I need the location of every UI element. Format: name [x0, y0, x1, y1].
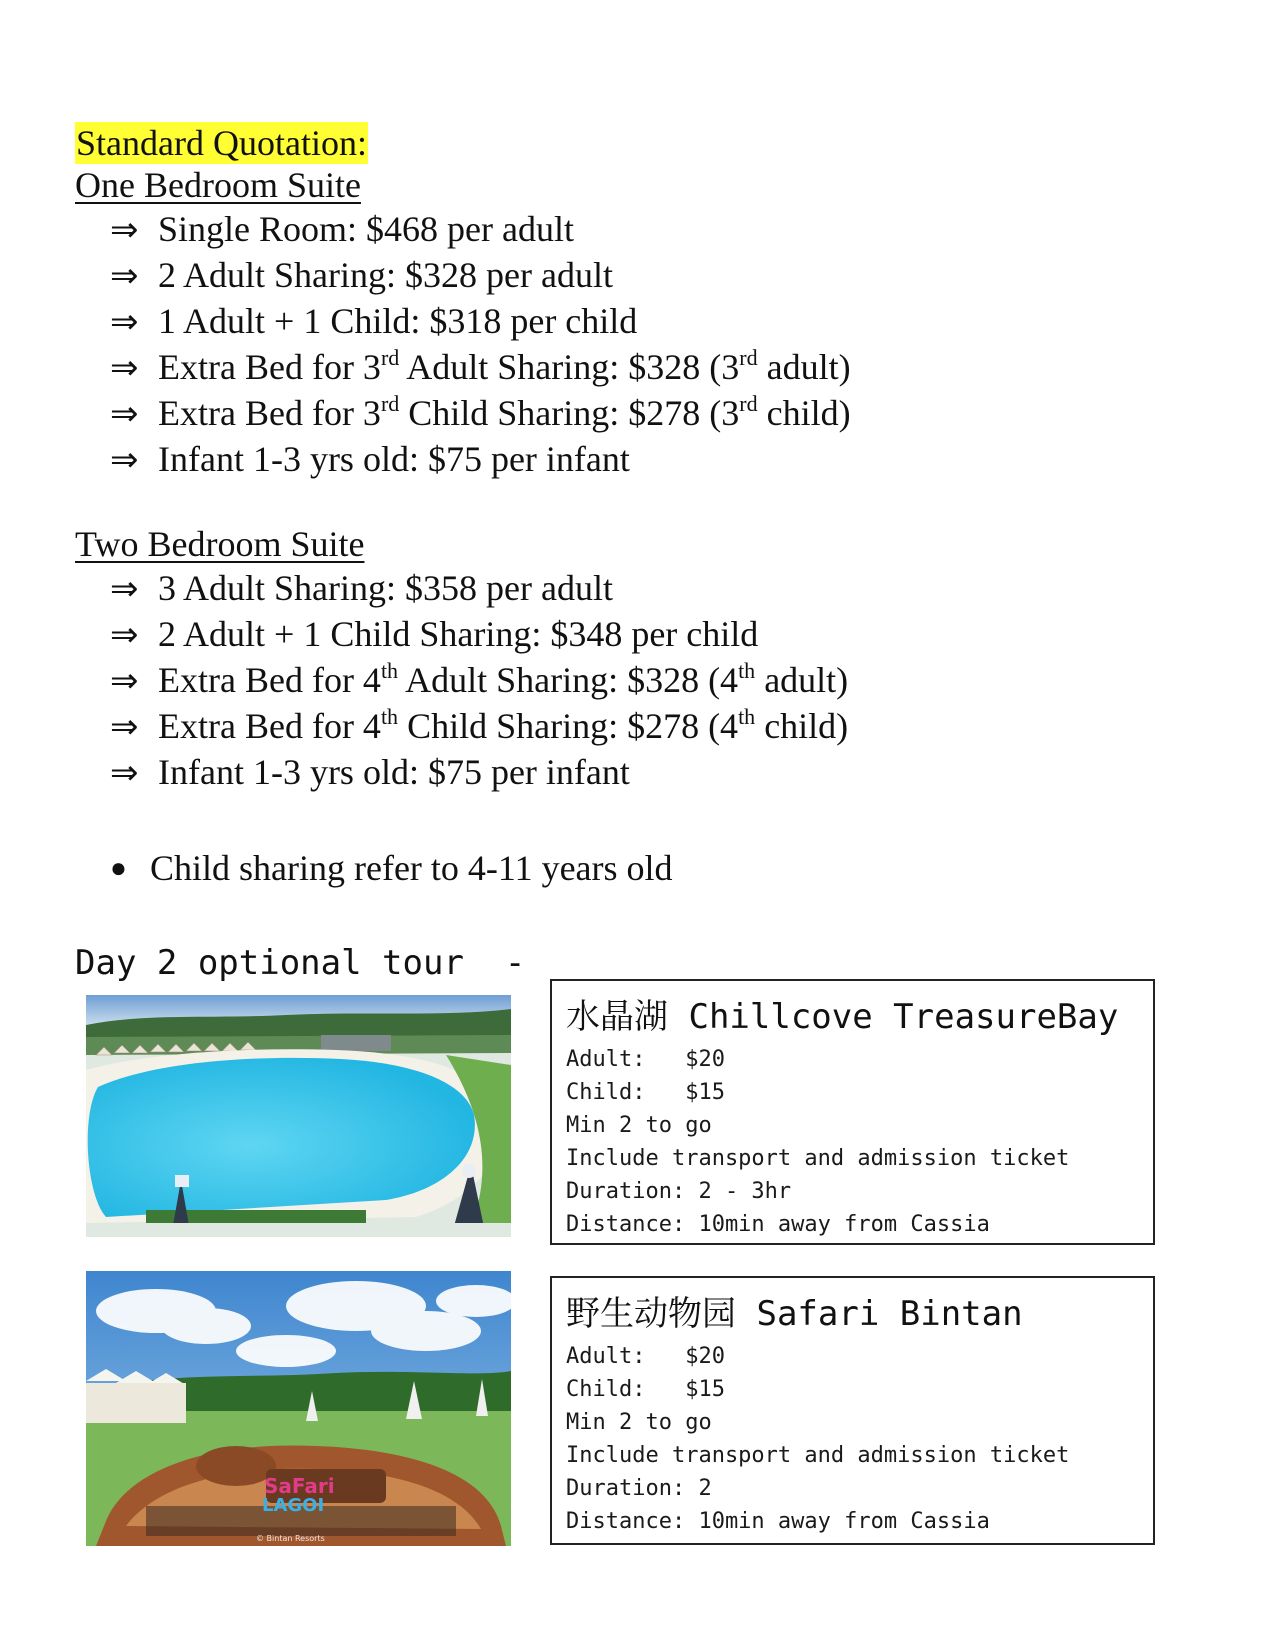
- arrow-icon: ⇒: [110, 661, 139, 701]
- arrow-icon: ⇒: [110, 440, 139, 480]
- child-age-note: ● Child sharing refer to 4-11 years old: [110, 845, 673, 892]
- arrow-icon: ⇒: [110, 394, 139, 434]
- inclusions: Include transport and admission ticket: [566, 1146, 1070, 1171]
- safari-sign-bottom: LAGOI: [262, 1495, 325, 1516]
- price-item: ⇒ 3 Adult Sharing: $358 per adult: [110, 565, 848, 611]
- distance: Distance: 10min away from Cassia: [566, 1212, 990, 1237]
- price-item: ⇒ 1 Adult + 1 Child: $318 per child: [110, 298, 851, 344]
- arrow-icon: ⇒: [110, 753, 139, 793]
- tour-title: 野生动物园 Safari Bintan: [566, 1294, 1023, 1334]
- price-item: ⇒ Extra Bed for 3rd Child Sharing: $278 (3rd child): [110, 390, 851, 436]
- lagoon-photo: [86, 995, 511, 1237]
- optional-tour-heading: Day 2 optional tour -: [75, 943, 526, 983]
- tour-info-box-chillcove: [550, 979, 1155, 1245]
- arrow-icon: ⇒: [110, 615, 139, 655]
- bullet-icon: ●: [110, 853, 127, 884]
- duration: Duration: 2 - 3hr: [566, 1179, 792, 1204]
- one-bedroom-price-list: [110, 206, 851, 482]
- two-bedroom-price-list: [110, 565, 848, 795]
- tour-title: 水晶湖 Chillcove TreasureBay: [566, 997, 1119, 1037]
- arrow-icon: ⇒: [110, 302, 139, 342]
- price-item: ⇒ Single Room: $468 per adult: [110, 206, 851, 252]
- price-item: ⇒ Extra Bed for 3rd Adult Sharing: $328 (3rd adult): [110, 344, 851, 390]
- price-item: ⇒ 2 Adult Sharing: $328 per adult: [110, 252, 851, 298]
- safari-photo: [86, 1271, 511, 1546]
- duration: Duration: 2: [566, 1476, 712, 1501]
- two-bedroom-heading: Two Bedroom Suite: [75, 524, 365, 564]
- one-bedroom-heading: One Bedroom Suite: [75, 165, 361, 205]
- minimum-pax: Min 2 to go: [566, 1410, 712, 1435]
- child-price: Child: $15: [566, 1377, 725, 1402]
- adult-price: Adult: $20: [566, 1047, 725, 1072]
- arrow-icon: ⇒: [110, 569, 139, 609]
- child-price: Child: $15: [566, 1080, 725, 1105]
- price-item: ⇒ Infant 1-3 yrs old: $75 per infant: [110, 436, 851, 482]
- price-item: ⇒ Infant 1-3 yrs old: $75 per infant: [110, 749, 848, 795]
- page-title: Standard Quotation:: [76, 123, 367, 163]
- arrow-icon: ⇒: [110, 256, 139, 296]
- price-item: ⇒ 2 Adult + 1 Child Sharing: $348 per child: [110, 611, 848, 657]
- minimum-pax: Min 2 to go: [566, 1113, 712, 1138]
- arrow-icon: ⇒: [110, 707, 139, 747]
- distance: Distance: 10min away from Cassia: [566, 1509, 990, 1534]
- adult-price: Adult: $20: [566, 1344, 725, 1369]
- price-item: ⇒ Extra Bed for 4th Child Sharing: $278 (4th child): [110, 703, 848, 749]
- safari-sign-top: SaFari: [264, 1474, 335, 1498]
- arrow-icon: ⇒: [110, 210, 139, 250]
- price-item: ⇒ Extra Bed for 4th Adult Sharing: $328 (4th adult): [110, 657, 848, 703]
- arrow-icon: ⇒: [110, 348, 139, 388]
- tour-info-box-safari: [550, 1276, 1155, 1545]
- photo-watermark: © Bintan Resorts: [256, 1534, 325, 1543]
- inclusions: Include transport and admission ticket: [566, 1443, 1070, 1468]
